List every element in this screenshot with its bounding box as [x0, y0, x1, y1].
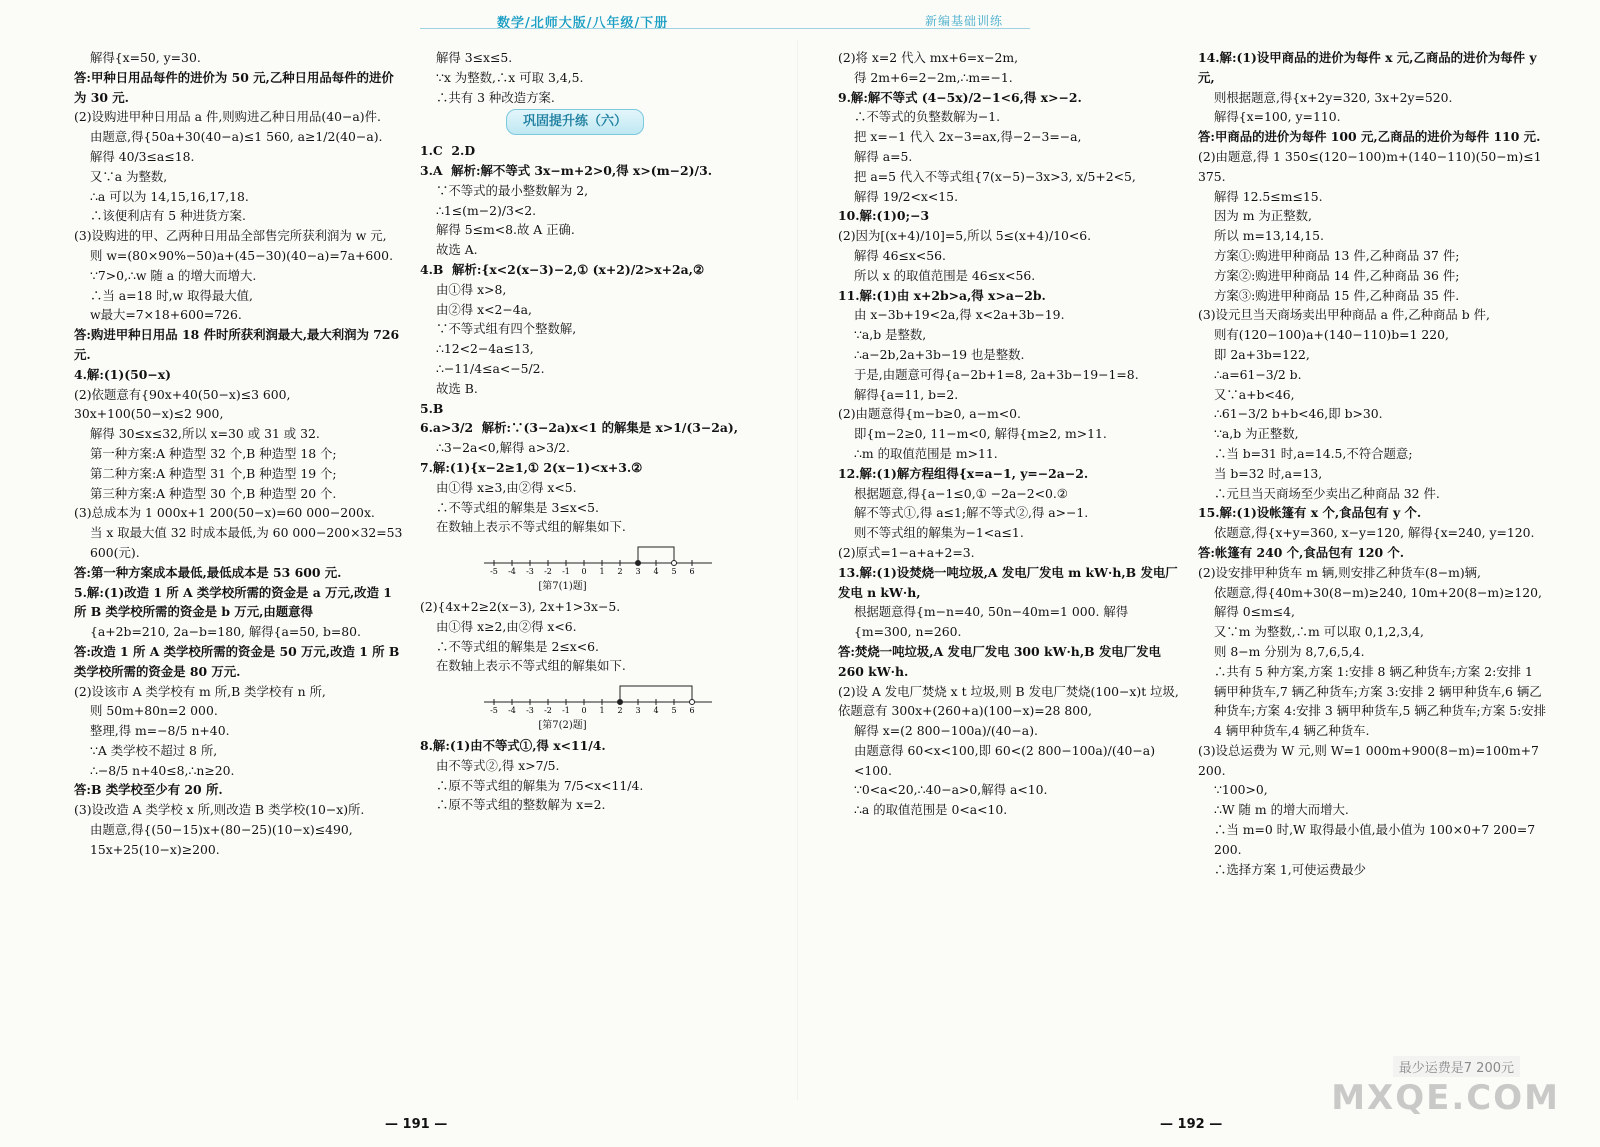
solution-line: ∴1≤(m−2)/3<2. — [436, 202, 537, 218]
number-line-label: 0 — [581, 567, 587, 576]
interval-start-point — [618, 700, 623, 705]
solution-line: 方案③:购进甲种商品 15 件,乙种商品 35 件. — [1214, 287, 1460, 303]
solution-line: ∴−11/4≤a<−5/2. — [436, 360, 545, 376]
solution-line: ∴W 随 m 的增大而增大. — [1214, 802, 1349, 818]
solution-line: 依题意,得{40m+30(8−m)≥240, 10m+20(8−m)≥120, — [1214, 584, 1542, 600]
number-line-label: 6 — [689, 567, 695, 576]
solution-line: 根据题意,得{a−1≤0,① −2a−2<0.② — [854, 485, 1068, 501]
solution-line: 在数轴上表示不等式组的解集如下. — [436, 658, 626, 674]
number-line-figure — [480, 541, 765, 575]
number-line-label: 0 — [581, 706, 587, 715]
solution-line: 解得 46≤x<56. — [854, 247, 946, 263]
solution-line: 解得 0≤m≤4, — [1214, 604, 1295, 620]
number-line-label: 3 — [635, 567, 641, 576]
solution-line: 由题意,得{50a+30(40−a)≤1 560, a≥1/2(40−a). — [90, 129, 383, 145]
solution-line: (3)设总运费为 W 元,则 W=1 000m+900(8−m)=100m+7 200. — [1198, 742, 1543, 778]
solution-line: ∴元旦当天商场至少卖出乙种商品 32 件. — [1214, 485, 1440, 501]
solution-line: 第二种方案:A 种造型 31 个,B 种造型 19 个; — [90, 465, 337, 481]
watermark-sub: 最少运费是7 200元 — [1393, 1056, 1520, 1077]
interval-start-point — [636, 561, 641, 566]
solution-line: 故选 B. — [436, 380, 478, 396]
solution-line: ∵100>0, — [1214, 782, 1268, 798]
figure-caption: [第7(2)题] — [538, 720, 587, 732]
solution-line: ∴不等式组的解集是 3≤x<5. — [436, 499, 599, 515]
solution-line: 答:改造 1 所 A 类学校所需的资金是 50 万元,改造 1 所 B 类学校所需的资金是 80 万元. — [74, 643, 404, 679]
solution-line: 方案②:购进甲种商品 14 件,乙种商品 36 件; — [1214, 267, 1460, 283]
solution-line: 于是,由题意可得{a−2b+1=8, 2a+3b−19−1=8. — [854, 366, 1139, 382]
solution-line: 答:焚烧一吨垃圾,A 发电厂发电 300 kW·h,B 发电厂发电 260 kW·h. — [838, 643, 1166, 679]
solution-line: ∴共有 3 种改造方案. — [436, 89, 555, 105]
solution-line: ∴原不等式组的整数解为 x=2. — [436, 797, 606, 813]
solution-line: (2)设购进甲种日用品 a 件,则购进乙种日用品(40−a)件. — [74, 109, 381, 125]
solution-line: 15.解:(1)设帐篷有 x 个,食品包有 y 个. — [1198, 505, 1422, 521]
solution-line: 则 w=(80×90%−50)a+(45−30)(40−a)=7a+600. — [90, 247, 394, 263]
solution-line: 所以 x 的取值范围是 46≤x<56. — [854, 267, 1036, 283]
solution-line: 又∵m 为整数,∴m 可以取 0,1,2,3,4, — [1214, 624, 1424, 640]
solution-line: 由不等式②,得 x>7/5. — [436, 757, 560, 773]
solution-line: ∴a=61−3/2 b. — [1214, 366, 1302, 382]
solution-line: 14.解:(1)设甲商品的进价为每件 x 元,乙商品的进价为每件 y 元, — [1198, 50, 1541, 85]
solution-line: 由题意得 60<x<100,即 60<(2 800−100a)/(40−a)<100. — [854, 742, 1156, 778]
solution-line: 由②得 x<2−4a, — [436, 301, 532, 317]
number-line — [480, 541, 720, 575]
number-line-label: -5 — [490, 706, 498, 715]
solution-line: ∴a−2b,2a+3b−19 也是整数. — [854, 346, 1025, 362]
solution-line: 3.A 解析:解不等式 3x−m+2>0,得 x>(m−2)/3. — [420, 162, 713, 178]
solution-line: 即 2a+3b=122, — [1214, 346, 1310, 362]
solution-line: ∴a 的取值范围是 0<a<10. — [854, 802, 1008, 818]
solution-line: 则根据题意,得{x+2y=320, 3x+2y=520. — [1214, 89, 1453, 105]
solution-line: 8.解:(1)由不等式①,得 x<11/4. — [420, 737, 606, 753]
number-line-label: 2 — [617, 706, 623, 715]
solution-line: 解得 x=(2 800−100a)/(40−a). — [854, 723, 1038, 739]
solution-line: 答:B 类学校至少有 20 所. — [74, 782, 223, 798]
solution-line: ∵0<a<20,∴40−a>0,解得 a<10. — [854, 782, 1048, 798]
solution-line: 又∵a 为整数, — [90, 168, 168, 184]
number-line-label: 1 — [599, 706, 605, 715]
solution-line: 在数轴上表示不等式组的解集如下. — [436, 519, 626, 535]
header-left: 数学/北师大版/八年级/下册 — [497, 16, 669, 31]
number-line-label: 1 — [599, 567, 605, 576]
solution-line: 13.解:(1)设焚烧一吨垃圾,A 发电厂发电 m kW·h,B 发电厂发电 n kW·h, — [838, 564, 1178, 600]
number-line-label: -5 — [490, 567, 498, 576]
column-1 — [74, 48, 407, 860]
solution-line: ∴共有 5 种方案,方案 1:安排 8 辆乙种货车;方案 2:安排 1 辆甲种货车,7 辆乙种货车;方案 3:安排 2 辆甲种货车,6 辆乙种货车;方案 4:安排 3 辆甲种货车,5 辆乙种货车;方案 5:安排 4 辆甲种货车,4 辆乙种货车. — [1214, 663, 1551, 739]
page-number-right: — 192 — — [1160, 1117, 1223, 1132]
solution-line: 解得 30≤x≤32,所以 x=30 或 31 或 32. — [90, 426, 320, 442]
solution-line: 答:甲商品的进价为每件 100 元,乙商品的进价为每件 110 元. — [1198, 129, 1541, 145]
solution-line: 解得{a=11, b=2. — [854, 386, 959, 402]
number-line-label: 4 — [653, 567, 659, 576]
solution-line: w最大=7×18+600=726. — [90, 307, 242, 323]
number-line-label: -4 — [508, 567, 516, 576]
solution-line: 解得{x=100, y=110. — [1214, 109, 1341, 125]
solution-line: 根据题意得{m−n=40, 50n−40m=1 000. 解得{m=300, n=260. — [854, 604, 1129, 640]
solution-line: 解不等式①,得 a≤1;解不等式②,得 a>−1. — [854, 505, 1089, 521]
solution-line: ∴该便利店有 5 种进货方案. — [90, 208, 246, 224]
number-line-label: 5 — [671, 567, 677, 576]
solution-line: ∴当 a=18 时,w 取得最大值, — [90, 287, 253, 303]
number-line-label: -4 — [508, 706, 516, 715]
number-line-label: -3 — [526, 567, 534, 576]
solution-line: 7.解:(1){x−2≥1,① 2(x−1)<x+3.② — [420, 459, 643, 475]
figure-caption: [第7(1)题] — [538, 581, 587, 593]
number-line-label: -2 — [544, 706, 552, 715]
solution-line: 则不等式组的解集为−1<a≤1. — [854, 525, 1024, 541]
solution-line: ∴选择方案 1,可使运费最少 — [1214, 861, 1367, 877]
solution-line: 由①得 x≥2,由②得 x<6. — [436, 618, 577, 634]
number-line-label: 5 — [671, 706, 677, 715]
header-right: 新编基础训练 — [925, 14, 1004, 28]
number-line-label: 3 — [635, 706, 641, 715]
solution-line: 11.解:(1)由 x+2b>a,得 x>a−2b. — [838, 287, 1046, 303]
solution-line: (2){4x+2≥2(x−3), 2x+1>3x−5. — [420, 598, 621, 614]
solution-line: 解得 40/3≤a≤18. — [90, 148, 195, 164]
section-badge: 巩固提升练（六） — [506, 109, 644, 135]
solution-line: 5.B — [420, 400, 444, 416]
solution-line: ∵A 类学校不超过 8 所, — [90, 742, 218, 758]
page-fold — [797, 40, 798, 1100]
solution-line: 解得 19/2<x<15. — [854, 188, 959, 204]
column-3 — [838, 48, 1183, 820]
solution-line: 答:甲种日用品每件的进价为 50 元,乙种日用品每件的进价为 30 元. — [74, 69, 394, 105]
solution-line: 答:购进甲种日用品 18 件时所获利润最大,最大利润为 726 元. — [74, 327, 404, 362]
solution-line: (2)设安排甲种货车 m 辆,则安排乙种货车(8−m)辆, — [1198, 564, 1481, 580]
number-line-label: -1 — [562, 706, 570, 715]
solution-line: ∴当 b=31 时,a=14.5,不符合题意; — [1214, 445, 1413, 461]
solution-line: ∴61−3/2 b+b<46,即 b>30. — [1214, 406, 1383, 422]
solution-line: 当 x 取最大值 32 时成本最低,为 60 000−200×32=53 600(元). — [90, 525, 407, 560]
solution-line: 则 50m+80n=2 000. — [90, 703, 218, 719]
number-line-label: 6 — [689, 706, 695, 715]
solution-line: (3)设改造 A 类学校 x 所,则改造 B 类学校(10−x)所. — [74, 802, 365, 818]
solution-line: 则有(120−100)a+(140−110)b=1 220, — [1214, 327, 1449, 343]
number-line-label: -1 — [562, 567, 570, 576]
interval-end-point — [690, 700, 695, 705]
solution-line: (2)由题意得{m−b≥0, a−m<0. — [838, 406, 1021, 422]
column-4 — [1198, 48, 1551, 879]
solution-line: 依题意,得{x+y=360, x−y=120, 解得{x=240, y=120. — [1214, 525, 1535, 541]
solution-line: 5.解:(1)改造 1 所 A 类学校所需的资金是 a 万元,改造 1 所 B 类学校所需的资金是 b 万元,由题意得 — [74, 584, 397, 620]
solution-line: 所以 m=13,14,15. — [1214, 228, 1324, 244]
interval-end-point — [672, 561, 677, 566]
solution-line: 答:第一种方案成本最低,最低成本是 53 600 元. — [74, 564, 342, 580]
solution-line: 由①得 x>8, — [436, 281, 507, 297]
solution-line: 由题意,得{(50−15)x+(80−25)(10−x)≤490, 15x+25(10−x)≥200. — [90, 822, 357, 857]
solution-line: 4.B 解析:{x<2(x−3)−2,① (x+2)/2>x+2a,② — [420, 261, 705, 277]
solution-line: (2)设 A 发电厂焚烧 x t 垃圾,则 B 发电厂焚烧(100−x)t 垃圾,依题意有 300x+(260+a)(100−x)=28 800, — [838, 683, 1179, 719]
number-line-label: -2 — [544, 567, 552, 576]
solution-line: 解得 5≤m<8.故 A 正确. — [436, 222, 575, 238]
solution-line: ∵x 为整数,∴x 可取 3,4,5. — [436, 69, 584, 85]
solution-line: ∴3−2a<0,解得 a>3/2. — [436, 440, 570, 456]
solution-line: {a+2b=210, 2a−b=180, 解得{a=50, b=80. — [90, 624, 361, 640]
solution-line: 9.解:解不等式 (4−5x)/2−1<6,得 x>−2. — [838, 89, 1082, 105]
solution-line: ∴12<2−4a≤13, — [436, 341, 534, 357]
solution-line: (2)设该市 A 类学校有 m 所,B 类学校有 n 所, — [74, 683, 326, 699]
solution-line: ∵a,b 为正整数, — [1214, 426, 1299, 442]
header-rule — [420, 28, 1030, 29]
solution-line: (2)由题意,得 1 350≤(120−100)m+(140−110)(50−m)≤1 375. — [1198, 148, 1546, 184]
number-line-label: 4 — [653, 706, 659, 715]
solution-line: 解得 3≤x≤5. — [436, 50, 513, 65]
solution-line: (3)设元旦当天商场卖出甲种商品 a 件,乙种商品 b 件, — [1198, 307, 1490, 323]
solution-line: 整理,得 m=−8/5 n+40. — [90, 723, 230, 739]
solution-line: 1.C 2.D — [420, 143, 476, 159]
solution-line: 把 x=−1 代入 2x−3=ax,得−2−3=−a, — [854, 129, 1082, 145]
solution-line: 第三种方案:A 种造型 30 个,B 种造型 20 个. — [90, 485, 337, 501]
solution-line: (3)总成本为 1 000x+1 200(50−x)=60 000−200x. — [74, 505, 375, 521]
solution-line: ∵不等式组有四个整数解, — [436, 321, 577, 337]
solution-line: ∴不等式组的解集是 2≤x<6. — [436, 638, 599, 654]
solution-line: 10.解:(1)0;−3 — [838, 208, 930, 224]
solution-line: 故选 A. — [436, 242, 478, 258]
solution-line: (2)原式=1−a+a+2=3. — [838, 544, 975, 560]
solution-line: ∴m 的取值范围是 m>11. — [854, 445, 998, 461]
solution-line: 12.解:(1)解方程组得{x=a−1, y=−2a−2. — [838, 465, 1089, 481]
solution-line: 6.a>3/2 解析:∵(3−2a)x<1 的解集是 x>1/(3−2a), — [420, 420, 739, 436]
solution-line: ∴原不等式组的解集为 7/5<x<11/4. — [436, 777, 644, 793]
solution-line: (2)因为[(x+4)/10]=5,所以 5≤(x+4)/10<6. — [838, 228, 1092, 244]
solution-line: ∴a 可以为 14,15,16,17,18. — [90, 188, 249, 204]
solution-line: 答:帐篷有 240 个,食品包有 120 个. — [1198, 544, 1405, 560]
solution-line: ∴当 m=0 时,W 取得最小值,最小值为 100×0+7 200=7 200. — [1214, 822, 1540, 857]
solution-line: 解得 a=5. — [854, 148, 913, 164]
solution-line: ∵不等式的最小整数解为 2, — [436, 182, 589, 198]
watermark: MXQE.COM — [1331, 1078, 1560, 1118]
solution-line: ∴不等式的负整数解为−1. — [854, 109, 1001, 125]
solution-line: 解得 12.5≤m≤15. — [1214, 188, 1323, 204]
solution-line: 又∵a+b<46, — [1214, 386, 1295, 402]
solution-line: 由①得 x≥3,由②得 x<5. — [436, 479, 577, 495]
solution-line: (2)依题意有{90x+40(50−x)≤3 600, 30x+100(50−x)≤2 900, — [74, 386, 295, 422]
solution-line: ∴−8/5 n+40≤8,∴n≥20. — [90, 762, 235, 778]
solution-line: (2)将 x=2 代入 mx+6=x−2m, — [838, 50, 1019, 65]
number-line-figure — [480, 680, 765, 714]
solution-line: ∵a,b 是整数, — [854, 327, 927, 343]
solution-line: 则 8−m 分别为 8,7,6,5,4. — [1214, 643, 1365, 659]
number-line-label: 2 — [617, 567, 623, 576]
solution-line: 即{m−2≥0, 11−m<0, 解得{m≥2, m>11. — [854, 426, 1107, 442]
page-number-left: — 191 — — [385, 1117, 448, 1132]
number-line-label: -3 — [526, 706, 534, 715]
solution-line: 4.解:(1)(50−x) — [74, 366, 171, 382]
solution-line: ∵7>0,∴w 随 a 的增大而增大. — [90, 267, 257, 283]
column-2 — [420, 48, 765, 815]
solution-line: 解得{x=50, y=30. — [90, 50, 201, 65]
solution-line: 第一种方案:A 种造型 32 个,B 种造型 18 个; — [90, 445, 337, 461]
solution-line: 因为 m 为正整数, — [1214, 208, 1312, 224]
solution-line: (3)设购进的甲、乙两种日用品全部售完所获利润为 w 元, — [74, 228, 387, 244]
number-line — [480, 680, 720, 714]
solution-line: 当 b=32 时,a=13, — [1214, 465, 1323, 481]
solution-line: 得 2m+6=2−2m,∴m=−1. — [854, 69, 1013, 85]
solution-line: 把 a=5 代入不等式组{7(x−5)−3x>3, x/5+2<5, — [854, 168, 1136, 184]
solution-line: 方案①:购进甲种商品 13 件,乙种商品 37 件; — [1214, 247, 1460, 263]
solution-line: 由 x−3b+19<2a,得 x<2a+3b−19. — [854, 307, 1065, 323]
